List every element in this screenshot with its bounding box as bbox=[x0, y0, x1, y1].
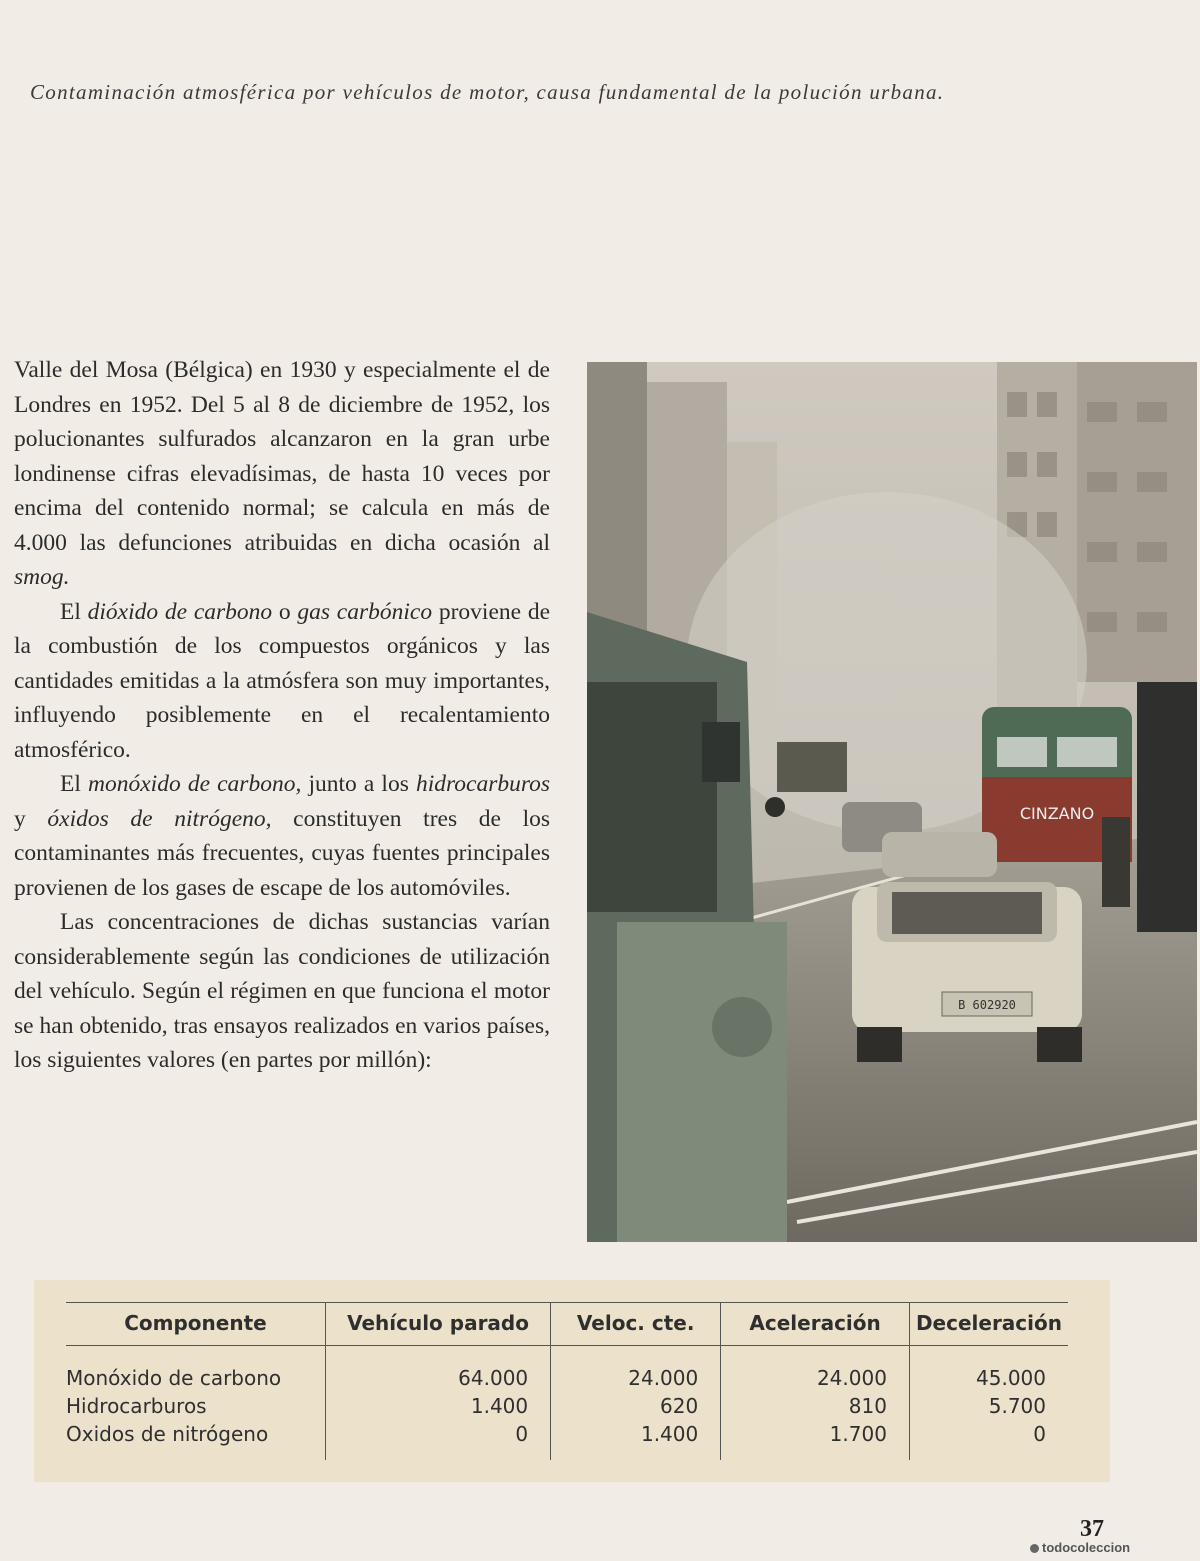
emissions-table-panel bbox=[34, 1280, 1110, 1482]
table-header-row bbox=[66, 1303, 1068, 1346]
watermark bbox=[1030, 1540, 1130, 1555]
header-veloc-cte: Veloc. cte. bbox=[551, 1303, 721, 1346]
license-plate: B 602920 bbox=[958, 998, 1016, 1012]
cell-value: 1.400 bbox=[325, 1392, 550, 1420]
cell-value: 24.000 bbox=[551, 1346, 721, 1393]
header-deceleracion: Deceleración bbox=[909, 1303, 1068, 1346]
cell-value: 64.000 bbox=[325, 1346, 550, 1393]
page-number: 37 bbox=[1080, 1516, 1104, 1542]
cell-value: 620 bbox=[551, 1392, 721, 1420]
row-label: Oxidos de nitrógeno bbox=[66, 1422, 269, 1446]
term-dioxido: dióxido de carbono bbox=[87, 598, 273, 625]
paragraph-2-text-c: proviene de la combustión de los compuestos orgánicos y las cantidades emitidas a la atmósfera son muy importantes, influyendo posiblemente en el recalentamiento atmosférico. bbox=[14, 598, 550, 763]
paragraph-3 bbox=[14, 767, 550, 905]
cell-value: 810 bbox=[721, 1392, 910, 1420]
cell-value: 0 bbox=[325, 1420, 550, 1460]
paragraph-3-text-a: El bbox=[60, 771, 89, 797]
header-vehiculo-parado: Vehículo parado bbox=[325, 1303, 550, 1346]
table-row bbox=[66, 1392, 1068, 1420]
cell-value: 5.700 bbox=[909, 1392, 1068, 1420]
header-componente: Componente bbox=[66, 1303, 325, 1346]
paragraph-1-text: Valle del Mosa (Bélgica) en 1930 y especialmente el de Londres en 1952. Del 5 al 8 de diciembre de 1952, los polucionantes sulfurados alcanzaron en la gran urbe londinense cifras elevadísimas, de hasta 10 veces por encima del contenido normal; se calcula en más de 4.000 las defunciones atribuidas en dicha ocasión al bbox=[14, 357, 550, 556]
term-monoxido: monóxido de carbono, bbox=[88, 771, 302, 797]
term-oxidos: óxidos de nitrógeno, bbox=[47, 805, 272, 832]
paragraph-2-text-b: o bbox=[272, 598, 298, 625]
street-traffic-photo bbox=[587, 362, 1197, 1242]
paragraph-1 bbox=[14, 353, 550, 595]
emissions-table bbox=[66, 1302, 1068, 1460]
row-label: Monóxido de carbono bbox=[66, 1366, 282, 1390]
paragraph-4: Las concentraciones de dichas sustancias varían considerablemente según las condiciones de utilización del vehículo. Según el régimen en que funciona el motor se han obtenido, tras ensayos realizados en varios países, los siguientes valores (en partes por millón): bbox=[14, 909, 550, 1073]
table-row bbox=[66, 1346, 1068, 1393]
watermark-dot-icon bbox=[1030, 1544, 1039, 1553]
smog-term: smog. bbox=[14, 564, 70, 590]
article-body bbox=[14, 353, 550, 1078]
cell-value: 1.400 bbox=[551, 1420, 721, 1460]
row-label: Hidrocarburos bbox=[66, 1394, 207, 1418]
paragraph-3-text-d: constituyen tres de los contaminantes más frecuentes, cuyas fuentes principales provienen de los gases de escape de los automóviles. bbox=[14, 805, 551, 901]
photo-caption: Contaminación atmosférica por vehículos de motor, causa fundamental de la polución urbana. bbox=[30, 80, 945, 104]
watermark-text: todocoleccion bbox=[1042, 1540, 1131, 1555]
paragraph-2-text-a: El bbox=[60, 598, 88, 625]
table-row bbox=[66, 1420, 1068, 1460]
term-gas-carbonico: gas carbónico bbox=[297, 598, 433, 625]
term-hidrocarburos: hidrocarburos bbox=[415, 771, 551, 797]
cell-value: 24.000 bbox=[721, 1346, 910, 1393]
cell-value: 1.700 bbox=[721, 1420, 910, 1460]
paragraph-3-text-b: junto a los bbox=[301, 771, 416, 797]
paragraph-2 bbox=[14, 595, 550, 768]
header-aceleracion: Aceleración bbox=[721, 1303, 910, 1346]
cell-value: 45.000 bbox=[909, 1346, 1068, 1393]
paragraph-3-text-c: y bbox=[14, 805, 48, 832]
bus-sign: CINZANO bbox=[1019, 804, 1095, 823]
cell-value: 0 bbox=[909, 1420, 1068, 1460]
